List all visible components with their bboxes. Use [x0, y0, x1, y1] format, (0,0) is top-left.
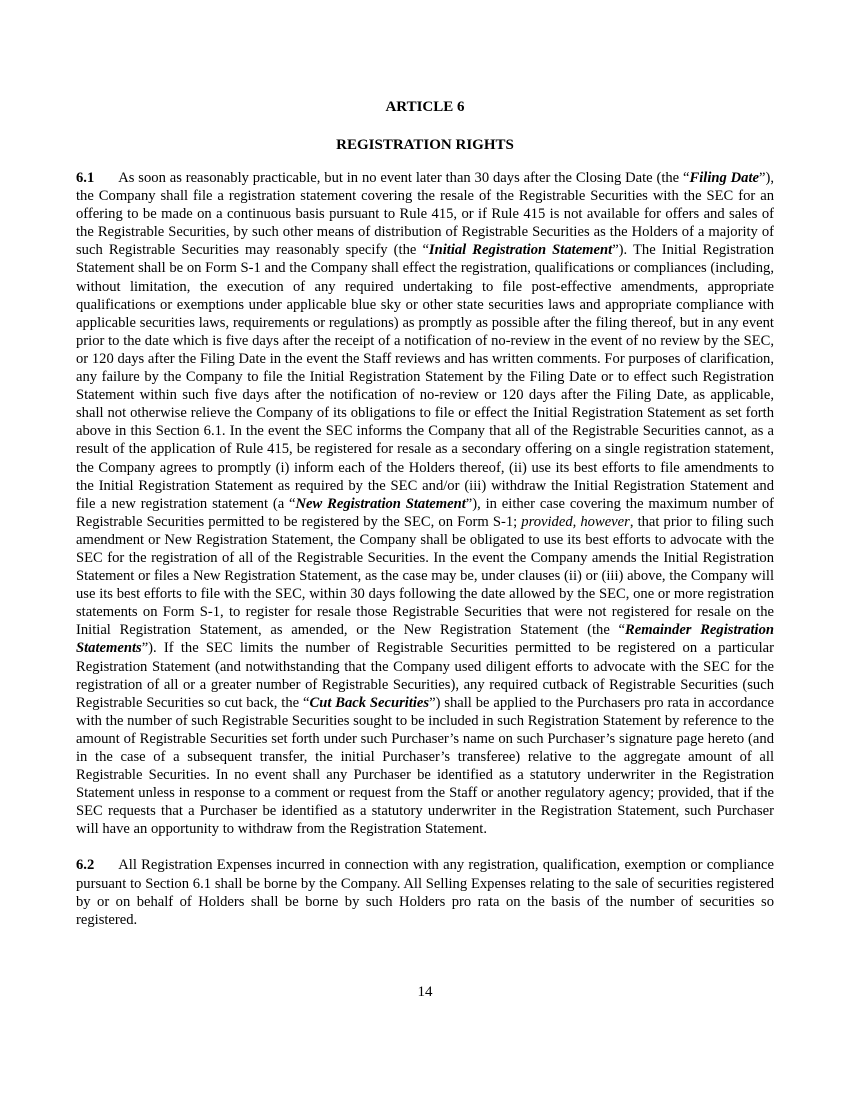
phrase-provided-however: provided, however: [521, 513, 630, 530]
text-run: All Registration Expenses incurred in connection with any registration, qualification, exemption or compliance pursuant to Section 6.1 shall be borne by the Company. All Selling Expenses relating to the sale of securities registered by or on behalf of Holders shall be borne by such Holders pro rata on the basis of the number of securities so registered.: [76, 857, 774, 928]
text-run: ”). The Initial Registration Statement shall be on Form S-1 and the Company shall effect the registration, qualifications or compliances (including, without limitation, the execution of any required undertaking to file post-effective amendments, appropriate qualifications or exemptions under applicable blue sky or other state securities laws and appropriate compliance with applicable securities laws, requirements or regulations) as promptly as possible after the filing thereof, but in any event prior to the date which is five days after the receipt of a notification of no-review in the event of no review by the SEC, or 120 days after the Filing Date in the event the Staff reviews and has written comments. For purposes of clarification, any failure by the Company to file the Initial Registration Statement by the Filing Date or to effect such Registration Statement within such five days after the notification of no-review or 120 days after the Filing Date, as applicable, shall not otherwise relieve the Company of its obligations to file or effect the Initial Registration Statement as set forth above in this Section 6.1. In the event the SEC informs the Company that all of the Registrable Securities cannot, as a result of the application of Rule 415, be registered for resale as a secondary offering on a single registration statement, the Company agrees to promptly (i) inform each of the Holders thereof, (ii) use its best efforts to file amendments to the Initial Registration Statement as required by the SEC and/or (iii) withdraw the Initial Registration Statement and file a new registration statement (a “: [76, 242, 775, 512]
text-run: , that prior to filing such amendment or New Registration Statement, the Company shall be obligated to use its best efforts to advocate with the SEC for the registration of all of the Registrable Securities. In the event the Company amends the Initial Registration Statement or files a New Registration Statement, as the case may be, under clauses (ii) or (iii) above, the Company will use its best efforts to file with the SEC, within 30 days following the date allowed by the SEC, one or more registration statements on Form S-1, to register for resale those Registrable Securities that were not registered for resale on the Initial Registration Statement, as amended, or the New Registration Statement (the “: [76, 513, 774, 639]
defined-term-cut-back-securities: Cut Back Securities: [309, 694, 430, 711]
text-run: ”). If the SEC limits the number of Registrable Securities permitted to be registered on a particular Registration Statement (and notwithstanding that the Company used diligent efforts to advocate with the SEC for the registration of all or a greater number of Registrable Securities), any required cutback of Registrable Securities (such Registrable Securities so cut back, the “: [76, 640, 774, 711]
defined-term-initial-registration-statement: Initial Registration Statement: [428, 242, 613, 259]
text-run: ”), the Company shall file a registration statement covering the resale of the Registrable Securities with the SEC for an offering to be made on a continuous basis pursuant to Rule 415, or if Rule 415 is not available for offers and sales of the Registrable Securities, by such other means of distribution of Registrable Securities as the Holders of a majority of such Registrable Securities may reasonably specify (the “: [76, 170, 775, 259]
registration-rights-heading: REGISTRATION RIGHTS: [336, 137, 514, 153]
defined-term-new-registration-statement: New Registration Statement: [295, 495, 466, 512]
text-run: ”), in either case covering the maximum number of Registrable Securities permitted to be registered by the SEC, on Form S-1;: [76, 495, 774, 530]
page-number: 14: [417, 984, 433, 1000]
defined-term-filing-date: Filing Date: [689, 170, 760, 186]
text-run: ”) shall be applied to the Purchasers pro rata in accordance with the number of such Registrable Securities sought to be included in such Registration Statement by reference to the amount of Registrable Securities set forth under such Purchaser’s name on such Purchaser’s signature page hereto (and in the case of a subsequent transfer, the initial Purchaser’s transferee) relative to the aggregate amount of all Registrable Securities. In no event shall any Purchaser be identified as a statutory underwriter in the Registration Statement unless in response to a comment or request from the Staff or another regulatory agency; provided, that if the SEC requests that a Purchaser be identified as a statutory underwriter in the Registration Statement, such Purchaser will have an opportunity to withdraw from the Registration Statement.: [76, 694, 774, 838]
section-number-6-1: 6.1: [76, 170, 95, 186]
paragraph-section-6-1: [76, 169, 774, 838]
text-run: As soon as reasonably practicable, but in no event later than 30 days after the Closing Date (the “: [118, 170, 690, 186]
article-heading: ARTICLE 6: [385, 99, 465, 115]
defined-term-remainder-registration-statements: Remainder Registration Statements: [76, 622, 774, 657]
section-number-6-2: 6.2: [76, 857, 95, 874]
paragraph-section-6-2: [76, 856, 774, 928]
